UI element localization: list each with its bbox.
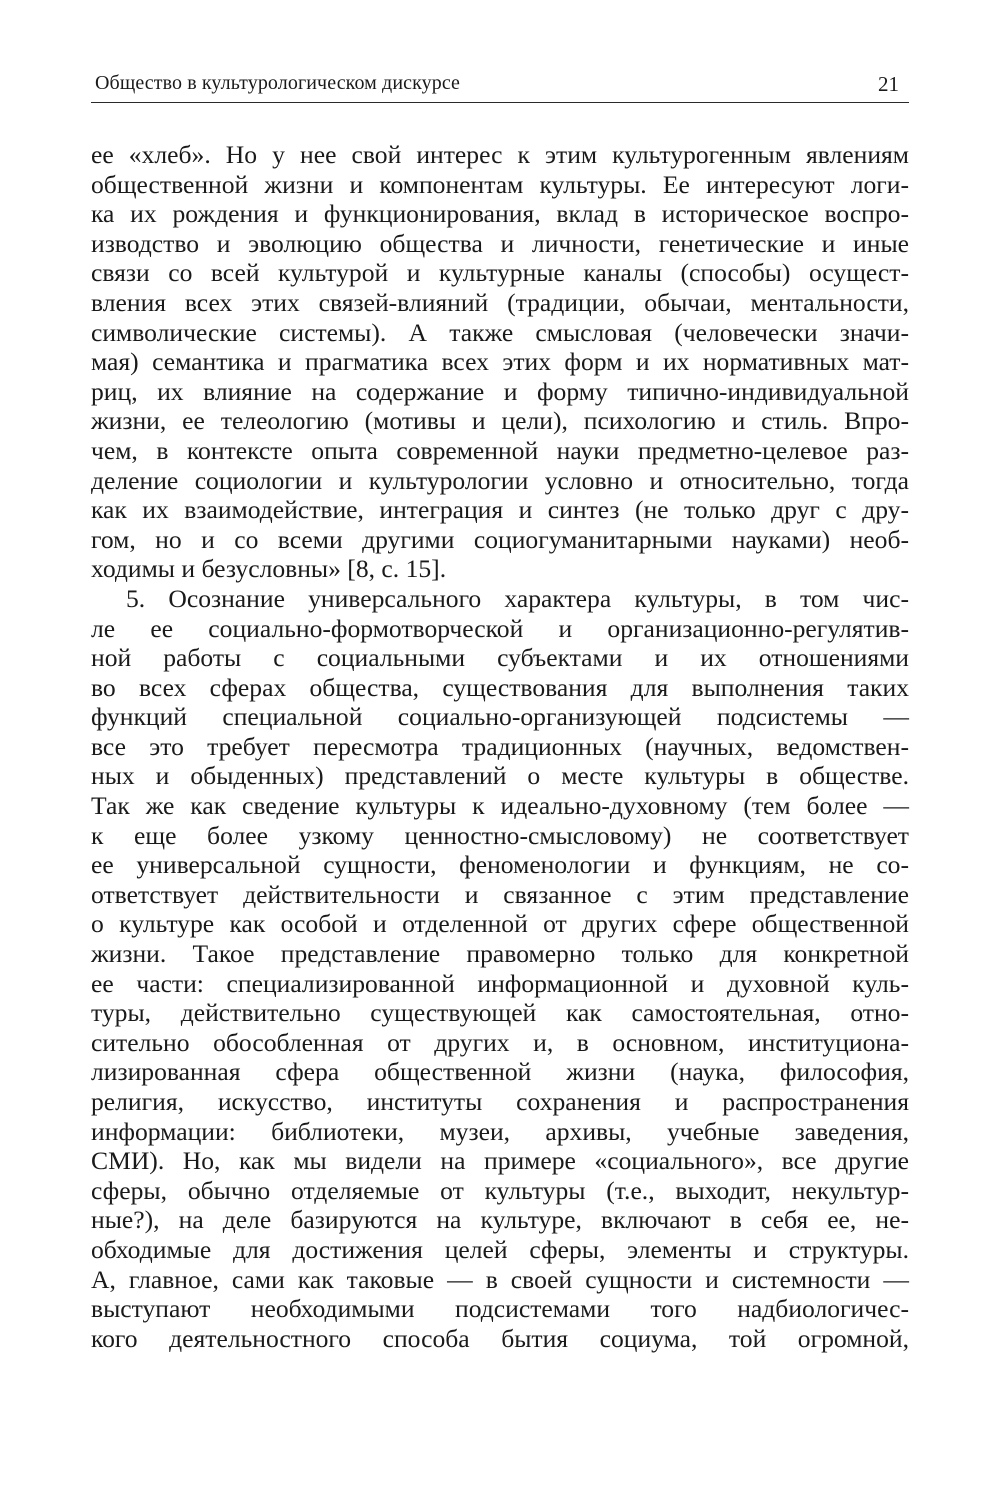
body-text: [91, 140, 909, 1353]
text-line: ее части: специализированной информационной и духовной куль-: [91, 968, 909, 998]
text-line: сительно обособленная от других и, в основном, институциона-: [91, 1027, 909, 1057]
text-line: кого деятельностного способа бытия социума, той огромной,: [91, 1323, 909, 1353]
text-line: 5. Осознание универсального характера культуры, в том чис-: [126, 583, 909, 613]
text-line: гом, но и со всеми другими социогуманитарными науками) необ-: [91, 524, 909, 554]
paragraph-item-5: [91, 584, 909, 1353]
text-line: все это требует пересмотра традиционных (научных, ведомствен-: [91, 731, 909, 761]
text-line: А, главное, сами как таковые — в своей сущности и системности —: [91, 1264, 909, 1294]
text-line: ной работы с социальными субъектами и их отношениями: [91, 643, 909, 673]
text-line: Так же как сведение культуры к идеально-духовному (тем более —: [91, 791, 909, 821]
text-line: символические системы). А также смысловая (человечески значи-: [91, 317, 909, 347]
running-header: [91, 68, 909, 103]
text-line: выступают необходимыми подсистемами того надбиологичес-: [91, 1294, 909, 1324]
text-line: чем, в контексте опыта современной науки предметно-целевое раз-: [91, 435, 909, 465]
text-line: религия, искусство, институты сохранения и распространения: [91, 1087, 909, 1116]
text-line: СМИ). Но, как мы видели на примере «социального», все другие: [91, 1146, 909, 1176]
text-line: к еще более узкому ценностно-смысловому) не соответствует: [91, 820, 909, 850]
text-line: деление социологии и культурологии условно и относительно, тогда: [91, 465, 909, 495]
text-line: обходимые для достижения целей сферы, элементы и структуры.: [91, 1234, 909, 1264]
running-title: Общество в культурологическом дискурсе: [95, 72, 461, 94]
text-line: изводство и эволюцию общества и личности, генетические и иные: [91, 228, 909, 258]
text-line: вления всех этих связей-влияний (традиции, обычаи, ментальности,: [91, 287, 909, 317]
text-line: туры, действительно существующей как самостоятельная, отно-: [91, 998, 909, 1028]
text-line: информации: библиотеки, музеи, архивы, учебные заведения,: [91, 1116, 909, 1146]
paragraph-continuation: [91, 140, 909, 584]
text-line: функций специальной социально-организующей подсистемы —: [91, 702, 909, 732]
text-line: ле ее социально-формотворческой и организационно-регулятив-: [91, 613, 909, 643]
page-number: 21: [878, 72, 899, 96]
text-line: общественной жизни и компонентам культуры. Ее интересуют логи-: [91, 169, 909, 199]
text-line: как их взаимодействие, интеграция и синтез (не только друг с дру-: [91, 495, 909, 525]
text-line: ных и обыденных) представлений о месте культуры в обществе.: [91, 761, 909, 791]
text-line: ответствует действительности и связанное с этим представление: [91, 879, 909, 909]
text-line: лизированная сфера общественной жизни (наука, философия,: [91, 1057, 909, 1087]
text-line: сферы, обычно отделяемые от культуры (т.е., выходит, некультур-: [91, 1175, 909, 1205]
text-line: ка их рождения и функционирования, вклад в историческое воспро-: [91, 199, 909, 229]
text-line: жизни. Такое представление правомерно только для конкретной: [91, 939, 909, 969]
text-line: ее «хлеб». Но у нее свой интерес к этим культурогенным явлениям: [91, 140, 909, 169]
text-line: ходимы и безусловны» [8, с. 15].: [91, 554, 447, 584]
text-line: во всех сферах общества, существования для выполнения таких: [91, 672, 909, 702]
text-line: связи со всей культурой и культурные каналы (способы) осущест-: [91, 258, 909, 288]
text-line: риц, их влияние на содержание и форму типично-индивидуальной: [91, 376, 909, 406]
text-line: ее универсальной сущности, феноменологии и функциям, не со-: [91, 850, 909, 880]
text-line: мая) семантика и прагматика всех этих форм и их нормативных мат-: [91, 347, 909, 377]
text-line: жизни, ее телеологию (мотивы и цели), психологию и стиль. Впро-: [91, 406, 909, 436]
text-line: о культуре как особой и отделенной от других сфере общественной: [91, 909, 909, 939]
text-line: ные?), на деле базируются на культуре, включают в себя ее, не-: [91, 1205, 909, 1235]
